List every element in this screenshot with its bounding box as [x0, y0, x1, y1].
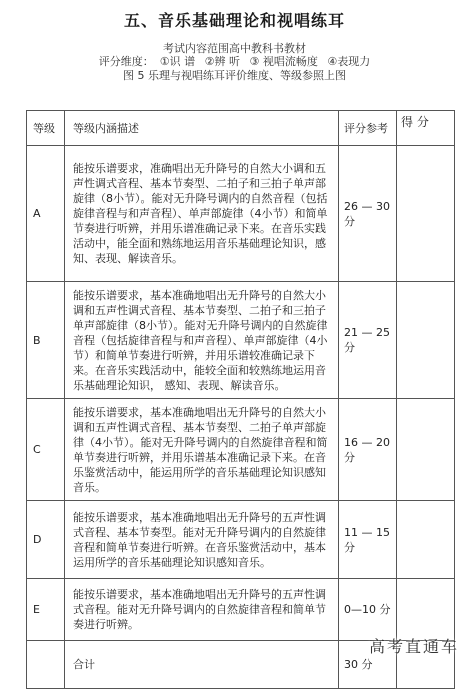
row-level: A	[27, 146, 65, 282]
total-empty-cell	[27, 641, 65, 689]
row-score-cell[interactable]	[397, 501, 455, 579]
grading-table	[26, 110, 455, 689]
row-level: D	[27, 501, 65, 579]
row-score-cell[interactable]	[397, 579, 455, 641]
header-level: 等级	[27, 111, 65, 146]
dimension-2: ②辨 听	[204, 55, 240, 68]
row-level: E	[27, 579, 65, 641]
row-score-reference: 26 — 30分	[339, 146, 397, 282]
table-row	[27, 146, 455, 282]
figure-caption: 图 5 乐理与视唱练耳评价维度、等级参照上图	[123, 69, 346, 82]
row-description: 能按乐谱要求，基本准确地唱出无升降号的自然大小调和五声性调式音程、基本节奏型、二拍子单声部旋律（4小节）。能对无升降号调内的自然旋律音程和简单节奏进行听辨，并用乐谱基本准确记录下来。在音乐鉴赏活动中，能运用所学的音乐基础理论知识感知音乐。	[65, 399, 339, 501]
row-score-reference: 11 — 15分	[339, 501, 397, 579]
row-score-reference: 0—10 分	[339, 579, 397, 641]
header-description: 等级内涵描述	[65, 111, 339, 146]
row-level: B	[27, 282, 65, 399]
row-description: 能按乐谱要求，基本准确地唱出无升降号的自然大小调和五声性调式音程、基本节奏型、二拍子和三拍子单声部旋律（8小节）。能对无升降号调内的自然旋律音程（包括旋律音程与和声音程）、单声部旋律（4小节）和简单节奏进行听辨，并用乐谱较准确记录下来。在音乐实践活动中，能较全面和较熟练地运用音乐基础理论知识， 感知、表现、解读音乐。	[65, 282, 339, 399]
row-score-cell[interactable]	[397, 146, 455, 282]
dimension-1: ①识 谱	[159, 55, 196, 68]
row-score-reference: 21 — 25分	[339, 282, 397, 399]
dimension-3: ③ 视唱流畅度	[249, 55, 318, 68]
row-level: C	[27, 399, 65, 501]
total-label: 合计	[65, 641, 339, 689]
exam-scope: 考试内容范围高中教科书教材	[163, 42, 306, 55]
dimensions-label: 评分维度：	[98, 55, 154, 68]
watermark: 高考直通车	[368, 637, 459, 656]
row-score-cell[interactable]	[397, 282, 455, 399]
row-description: 能按乐谱要求，准确唱出无升降号的自然大小调和五声性调式音程、基本节奏型、二拍子和三拍子单声部旋律（8小节）。能对无升降号调内的自然音程（包括旋律音程与和声音程）、单声部旋律（4小节）和简单节奏进行听辨，并用乐谱准确记录下来。在音乐实践活动中，能全面和熟练地运用音乐基础理论知识，感知、表现、解读音乐。	[65, 146, 339, 282]
table-row	[27, 501, 455, 579]
row-score-reference: 16 — 20分	[339, 399, 397, 501]
table-row	[27, 399, 455, 501]
header-score-reference: 评分参考	[339, 111, 397, 146]
row-score-cell[interactable]	[397, 399, 455, 501]
table-row	[27, 282, 455, 399]
header-score: 得 分	[397, 111, 455, 146]
dimension-4: ④表现力	[327, 55, 371, 68]
total-value: 30 分	[339, 641, 397, 689]
row-description: 能按乐谱要求，基本准确地唱出无升降号的五声性调式音程、基本节奏型。能对无升降号调内的自然旋律音程和简单节奏进行听辨。在音乐鉴赏活动中，基本运用所学的音乐基础理论知识感知音乐。	[65, 501, 339, 579]
table-header-row	[27, 111, 455, 146]
table-row	[27, 579, 455, 641]
row-description: 能按乐谱要求，基本准确地唱出无升降号的五声性调式音程。能对无升降号调内的自然旋律音程和简单节奏进行听辨。	[65, 579, 339, 641]
document-title: 五、音乐基础理论和视唱练耳	[123, 11, 345, 30]
